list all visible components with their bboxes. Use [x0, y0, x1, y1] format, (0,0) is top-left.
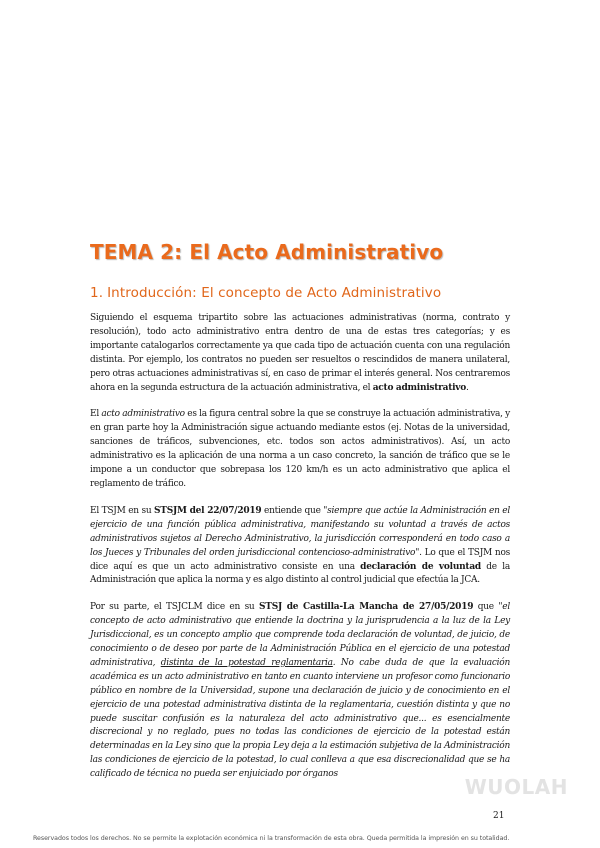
paragraph-4-pre: Por su parte, el TSJCLM dice en su: [90, 602, 259, 613]
paragraph-4-underlined: distinta de la potestad reglamentaria: [160, 657, 333, 668]
paragraph-1-end: .: [466, 382, 469, 393]
paragraph-3: [90, 505, 510, 588]
paragraph-3-quote: "siempre que actúe la Administración en el ejercicio de una función pública administrativa, manifestando su voluntad a través de actos administrativos sujetos al Derecho Administrativo, la jurisdicción corresponderá en todo caso a los Jueces y Tribunales del orden jurisdiccional contencioso-administrativo": [90, 505, 511, 558]
section-heading-text: Introducción: El concepto de Acto Administrativo: [107, 285, 442, 301]
paragraph-4: [90, 601, 510, 782]
paragraph-2-text: es la figura central sobre la que se construye la actuación administrativa, y en gran parte hoy la Administración sigue actuando mediante estos (ej. Notas de la universidad, sanciones de tráficos, subvenciones, etc. todos son actos administrativos). Así, un acto administrativo es la aplicación de una norma a un caso concreto, la sanción de tráfico que se le impone a un conductor que sobrepasa los 120 km/h es un acto administrativo que aplica el reglamento de tráfico.: [90, 409, 511, 489]
paragraph-1: [90, 312, 510, 395]
paragraph-2-italic: acto administrativo: [101, 409, 185, 420]
paragraph-3-mid2: . Lo que el TSJM nos dice aquí es que un acto administrativo consiste en una: [90, 547, 511, 572]
paragraph-2-pre: El: [90, 409, 102, 420]
page-number: 21: [493, 811, 505, 821]
paragraph-4-citation: STSJ de Castilla-La Mancha de 27/05/2019: [259, 602, 474, 613]
paragraph-1-bold: acto administrativo: [372, 382, 467, 393]
paragraph-2: [90, 408, 510, 491]
wuolah-watermark: WUOLAH: [464, 775, 568, 799]
chapter-title: TEMA 2: El Acto Administrativo: [90, 240, 444, 264]
paragraph-3-citation: STSJM del 22/07/2019: [154, 505, 262, 516]
document-body: [90, 312, 510, 795]
paragraph-4-mid: que: [473, 602, 499, 613]
paragraph-4-quote: "el concepto de acto administrativo que entiende la doctrina y la jurisprudencia a la luz de la Ley Jurisdiccional, es un concepto amplio que comprende toda declaración de voluntad, de juicio, de conocimiento o de deseo por parte de la Administración Pública en el ejercicio de una potestad administrativa,: [90, 602, 510, 668]
paragraph-4-quote-cont: . No cabe duda de que la evaluación académica es un acto administrativo en tanto en cuanto interviene un profesor como funcionario público en nombre de la Universidad, supone una declaración de juicio y de conocimiento en el ejercicio de una potestad administrativa distinta de la reglamentaria, cuestión distinta y que no puede suscitar confusión es la naturaleza del acto administrativo que... es esencialmente discrecional y no reglado, pues no todas las condiciones de ejercicio de la potestad están determinadas en la Ley sino que la propia Ley deja a la estimación subjetiva de la Administración las condiciones de ejercicio de la potestad, lo cual conlleva a que esa discrecionalidad que se ha calificado de técnica no pueda ser enjuiciado por órganos: [90, 657, 511, 780]
paragraph-1-text: Siguiendo el esquema tripartito sobre las actuaciones administrativas (norma, contrato y resolución), todo acto administrativo entra dentro de una de estas tres categorías; y es importante catalogarlos correctamente ya que cada tipo de actuación cuenta con una regulación distinta. Por ejemplo, los contratos no pueden ser resueltos o rescindidos de manera unilateral, pero otras actuaciones administrativas sí, en caso de primar el interés general. Nos centraremos ahora en la segunda estructura de la actuación administrativa, el: [90, 313, 510, 393]
paragraph-3-mid: entiende que: [261, 505, 324, 516]
paragraph-3-bold-term: declaración de voluntad: [360, 561, 481, 572]
section-heading: [90, 285, 441, 301]
paragraph-3-end: de la Administración que aplica la norma y es algo distinto al control judicial que efectúa la JCA.: [90, 561, 510, 586]
paragraph-3-pre: El TSJM en su: [90, 505, 155, 516]
copyright-footer: Reservados todos los derechos. No se permite la explotación económica ni la transformación de esta obra. Queda permitida la impresión en su totalidad.: [33, 835, 510, 842]
section-number: 1.: [90, 285, 104, 301]
